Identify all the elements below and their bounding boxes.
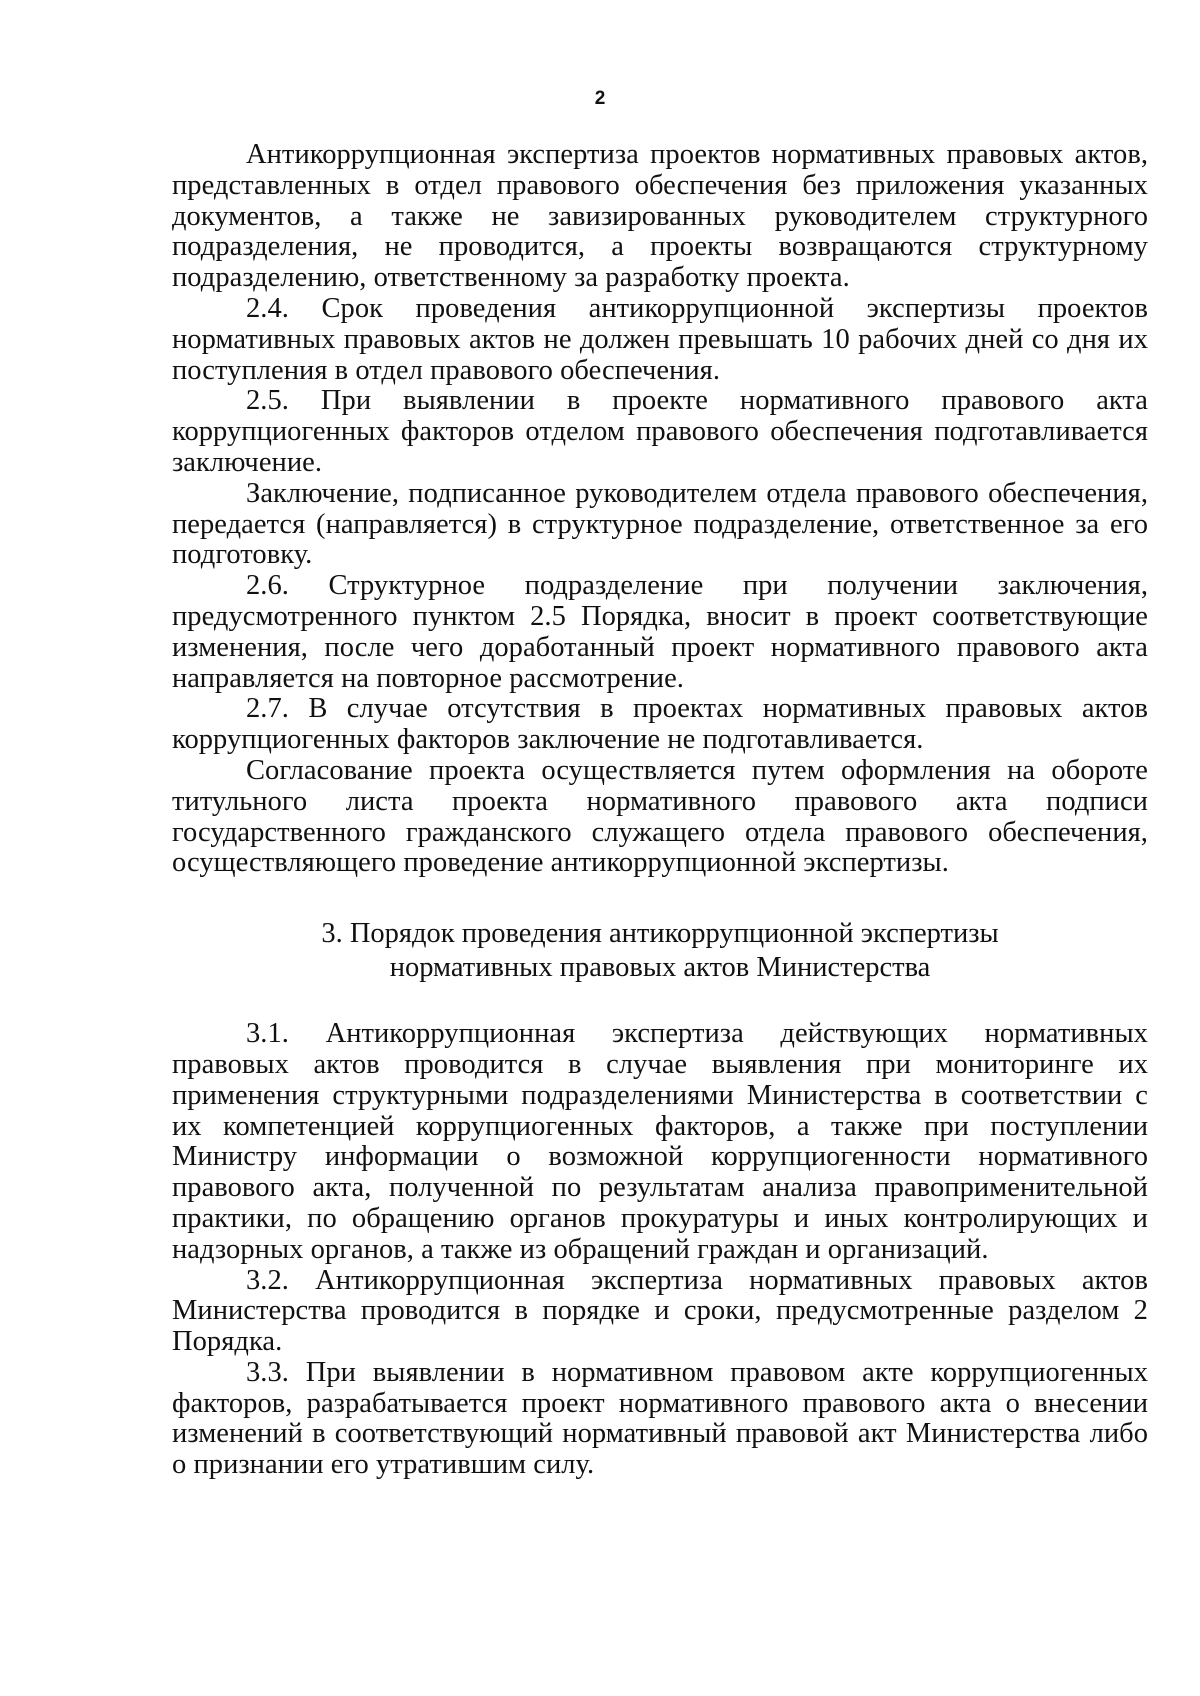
paragraph-3-1: 3.1. Антикоррупционная экспертиза действующих нормативных правовых актов проводится в случае выявления при мониторинге их применения структурными подразделениями Министерства в соответствии с их компетенцией коррупциогенных факторов, а также при поступлении Министру информации о возможной коррупциогенности нормативного правового акта, полученной по результатам анализа правоприменительной практики, по обращению органов прокуратуры и иных контролирующих и надзорных органов, а также из обращений граждан и организаций. — [172, 1018, 1148, 1265]
paragraph-2-4: 2.4. Срок проведения антикоррупционной экспертизы проектов нормативных правовых актов не должен превышать 10 рабочих дней со дня их поступления в отдел правового обеспечения. — [172, 292, 1148, 386]
section-3-heading — [172, 917, 1148, 985]
paragraph-2-7: 2.7. В случае отсутствия в проектах нормативных правовых актов коррупциогенных факторов заключение не подготавливается. — [172, 693, 1148, 756]
paragraph-3-3: 3.3. При выявлении в нормативном правовом акте коррупциогенных факторов, разрабатывается проект нормативного правового акта о внесении изменений в соответствующий нормативный правовой акт Министерства либо о признании его утратившим силу. — [172, 1356, 1148, 1481]
paragraph-3-2: 3.2. Антикоррупционная экспертиза нормативных правовых актов Министерства проводится в порядке и сроки, предусмотренные разделом 2 Порядка. — [172, 1264, 1148, 1358]
section-3-heading-line-1: 3. Порядок проведения антикоррупционной экспертизы — [321, 918, 999, 950]
paragraph-2-6: 2.6. Структурное подразделение при получении заключения, предусмотренного пунктом 2.5 Порядка, вносит в проект соответствующие изменения, после чего доработанный проект нормативного правового акта направляется на повторное рассмотрение. — [172, 570, 1148, 694]
paragraph-expertise-conditions: Антикоррупционная экспертиза проектов нормативных правовых актов, представленных в отдел правового обеспечения без приложения указанных документов, а также не завизированных руководителем структурного подразделения, не проводится, а проекты возвращаются структурному подразделению, ответственному за разработку проекта. — [172, 139, 1148, 294]
section-3-heading-line-2: нормативных правовых актов Министерства — [389, 952, 931, 984]
page-number: 2 — [594, 88, 606, 109]
document-body — [172, 140, 1148, 1481]
paragraph-conclusion-transfer: Заключение, подписанное руководителем отдела правового обеспечения, передается (направляется) в структурное подразделение, ответственное за его подготовку. — [172, 477, 1148, 571]
paragraph-approval: Согласование проекта осуществляется путем оформления на обороте титульного листа проекта нормативного правового акта подписи государственного гражданского служащего отдела правового обеспечения, осуществляющего проведение антикоррупционной экспертизы. — [172, 754, 1148, 879]
paragraph-2-5: 2.5. При выявлении в проекте нормативного правового акта коррупциогенных факторов отделом правового обеспечения подготавливается заключение. — [172, 385, 1148, 478]
